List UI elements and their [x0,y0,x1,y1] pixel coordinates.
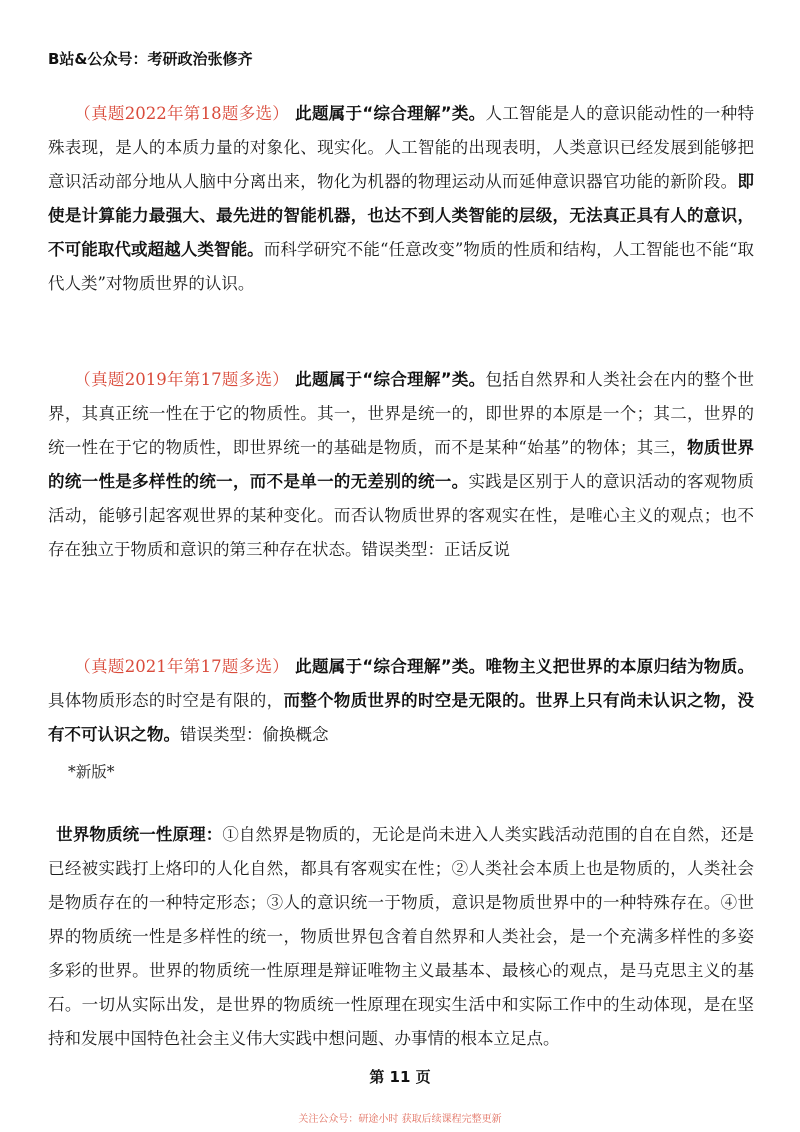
footer-note: 关注公众号：研途小时 获取后续课程完整更新 [298,1114,502,1125]
question-2021-17: （真题2021年第17题多选） 此题属于“综合理解”类。唯物主义把世界的本原归结为物质。具体物质形态的时空是有限的，而整个物质世界的时空是无限的。世界上只有尚未认识之物，没有不可认识之物。错误类型：偷换概念 [48,657,755,744]
key-point: 物质世界的统一性是多样性的统一，而不是单一的无差别的统一。 [48,438,754,491]
category-label: 综合理解 [373,370,441,389]
question-2019-17: （真题2019年第17题多选） 此题属于“综合理解”类。包括自然界和人类社会在内的整个世界，其真正统一性在于它的物质性。其一，世界是统一的，即世界的本原是一个；其二，世界的统一性在于它的物质性，即世界统一的基础是物质，而不是某种“始基”的物体；其三，物质世界的统一性是多样性的统一，而不是单一的无差别的统一。实践是区别于人的意识活动的客观物质活动，能够引起客观世界的某种变化。而否认物质世界的客观实在性，是唯心主义的观点；也不存在独立于物质和意识的第三种存在状态。错误类型：正话反说 [48,370,755,559]
new-version-label: *新版* [68,763,115,781]
principle-paragraph: 世界物质统一性原理：①自然界是物质的，无论是尚未进入人类实践活动范围的自在自然，还是已经被实践打上烙印的人化自然，都具有客观实在性；②人类社会本质上也是物质的，人类社会是物质存在的一种特定形态；③人的意识统一于物质，意识是物质世界中的一种特殊存在。④世界的物质统一性是多样性的统一，物质世界包含着自然界和人类社会，是一个充满多样性的多姿多彩的世界。世界的物质统一性原理是辩证唯物主义最基本、最核心的观点，是马克思主义的基石。一切从实际出发，是世界的物质统一性原理在现实生活中和实际工作中的生动体现，是在坚持和发展中国特色社会主义伟大实践中想问题、办事情的根本立足点。 [48,825,755,1048]
category-label: 综合理解 [373,657,441,676]
question-2022-18: （真题2022年第18题多选） 此题属于“综合理解”类。人工智能是人的意识能动性的一种特殊表现，是人的本质力量的对象化、现实化。人工智能的出现表明，人类意识已经发展到能够把意识活动部分地从人脑中分离出来，物化为机器的物理运动从而延伸意识器官功能的新阶段。即使是计算能力最强大、最先进的智能机器，也达不到人类智能的层级，无法真正具有人的意识，不可能取代或超越人类智能。而科学研究不能“任意改变”物质的性质和结构，人工智能也不能“取代人类”对物质世界的认识。 [48,104,755,293]
key-point: 即使是计算能力最强大、最先进的智能机器，也达不到人类智能的层级，无法真正具有人的意识，不可能取代或超越人类智能。 [48,172,754,259]
page-header: B站&公众号：考研政治张修齐 [48,50,253,68]
question-tag: （真题2019年第17题多选） [74,370,290,389]
key-point: 而整个物质世界的时空是无限的。世界上只有尚未认识之物，没有不可认识之物。 [48,691,755,744]
principle-title: 世界物质统一性原理： [56,825,223,844]
page-number: 第 11 页 [369,1068,431,1086]
key-point: 唯物主义把世界的本原归结为物质。 [485,657,755,676]
category-label: 综合理解 [373,104,441,123]
question-tag: （真题2021年第17题多选） [74,657,290,676]
question-tag: （真题2022年第18题多选） [74,104,290,123]
